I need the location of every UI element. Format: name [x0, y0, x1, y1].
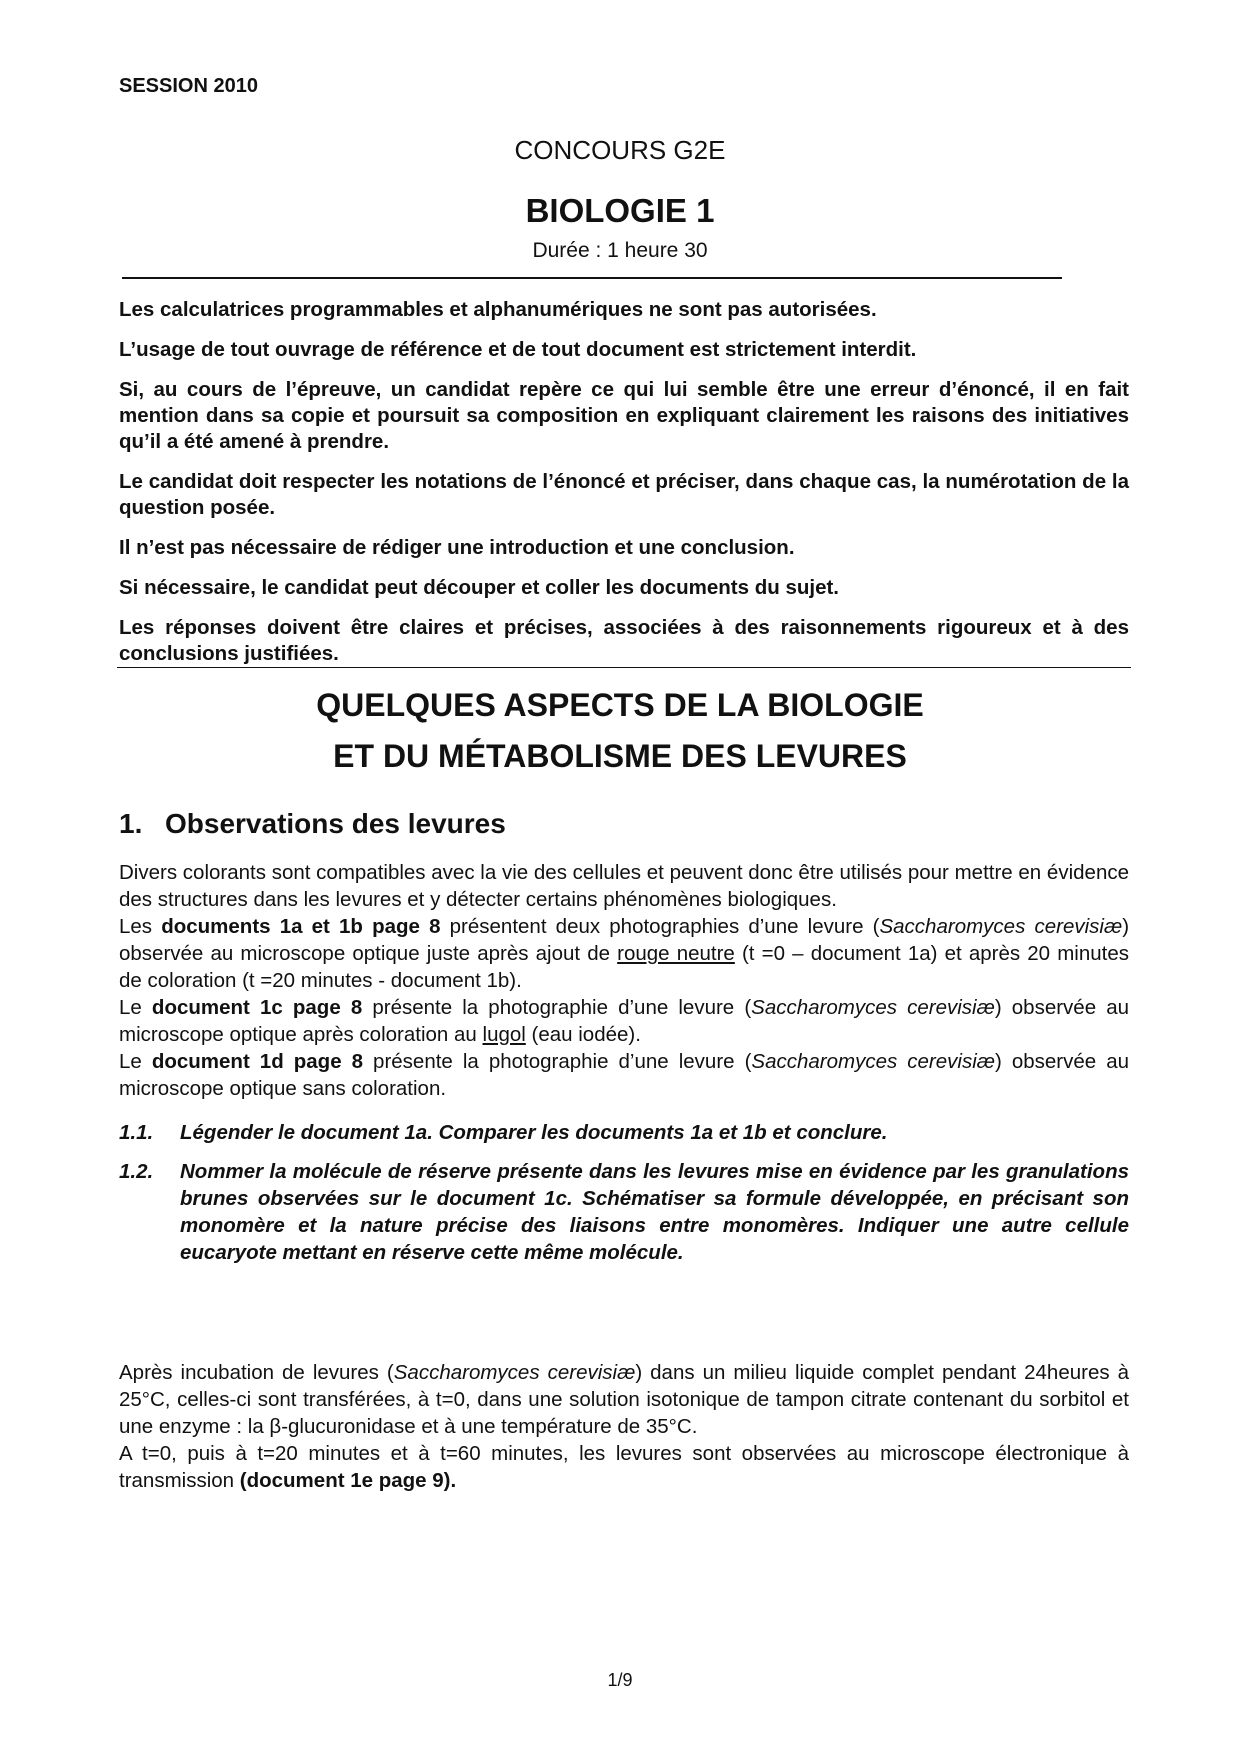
rule-answers: Les réponses doivent être claires et précises, associées à des raisonnements rigoureux et à des conclusions justifiées. — [119, 616, 1129, 665]
text-run: A t=0, puis à t=20 minutes et à t=60 minutes, les levures sont observées au microscope électronique à transmission — [119, 1442, 1129, 1492]
section-title: Observations des levures — [165, 808, 506, 839]
main-title — [0, 680, 1240, 782]
document-reference: document 1c page 8 — [151, 996, 363, 1019]
text-run: ) observée au microscope optique après coloration au — [119, 996, 1130, 1046]
text-run: Le — [119, 996, 152, 1019]
intro-paragraph-1: Divers colorants sont compatibles avec la vie des cellules et peuvent donc être utilisés pour mettre en évidence des structures dans les levures et y détecter certains phénomènes biologiques. — [119, 861, 1129, 911]
stain-name: lugol — [482, 1023, 526, 1046]
text-run: (t =0 – document 1a) et après 20 minutes de coloration (t =20 minutes - document 1b). — [119, 942, 1129, 992]
document-reference: (document 1e page 9). — [239, 1469, 457, 1492]
document-reference: document 1d page 8 — [151, 1050, 364, 1073]
intro-paragraph-4 — [119, 1048, 1129, 1102]
text-run: présente la photographie d’une levure ( — [363, 1050, 752, 1073]
question-number: 1.2. — [119, 1160, 154, 1183]
incubation-paragraph — [119, 1359, 1129, 1494]
stain-name: rouge neutre — [617, 942, 735, 965]
rules-divider — [117, 667, 1131, 668]
rule-notations: Le candidat doit respecter les notations de l’énoncé et préciser, dans chaque cas, la numérotation de la question posée. — [119, 470, 1129, 519]
species-name: Saccharomyces cerevisiæ — [751, 996, 995, 1019]
rule-documents: L’usage de tout ouvrage de référence et de tout document est strictement interdit. — [119, 338, 917, 361]
observation-text — [119, 1440, 1129, 1494]
section-heading — [119, 808, 506, 840]
text-run: Le — [119, 1050, 152, 1073]
document-reference: documents 1a et 1b page 8 — [161, 915, 441, 938]
text-run: Les — [119, 915, 162, 938]
rule-errors: Si, au cours de l’épreuve, un candidat repère ce qui lui semble être une erreur d’énoncé, il en fait mention dans sa copie et poursuit sa composition en expliquant clairement les raisons des initiatives qu’il a été amené à prendre. — [119, 378, 1129, 453]
duration-label: Durée : 1 heure 30 — [532, 239, 708, 262]
exam-rules — [119, 297, 1129, 681]
incubation-text — [119, 1359, 1129, 1440]
rule-cut-paste: Si nécessaire, le candidat peut découper et coller les documents du sujet. — [119, 576, 840, 599]
intro-paragraph-2 — [119, 913, 1129, 994]
section-intro — [119, 859, 1129, 1102]
species-name: Saccharomyces cerevisiæ — [879, 915, 1123, 938]
species-name: Saccharomyces cerevisiæ — [751, 1050, 995, 1073]
text-run: (eau iodée). — [525, 1023, 641, 1046]
question-1-1 — [119, 1119, 1129, 1146]
question-text: Légender le document 1a. Comparer les documents 1a et 1b et conclure. — [180, 1121, 888, 1144]
subject-title: BIOLOGIE 1 — [525, 192, 715, 229]
question-1-2 — [119, 1158, 1129, 1266]
concours-title: CONCOURS G2E — [514, 135, 726, 165]
text-run: présente la photographie d’une levure ( — [362, 996, 752, 1019]
main-title-line2: ET DU MÉTABOLISME DES LEVURES — [333, 738, 907, 774]
session-label: SESSION 2010 — [119, 75, 258, 97]
text-run: présentent deux photographies d’une levure ( — [440, 915, 880, 938]
text-run: ) dans un milieu liquide complet pendant 24heures à 25°C, celles-ci sont transférées, à t=0, dans une solution isotonique de tampon citrate contenant du sorbitol et une enzyme : la β-glucuronidase et à une température de 35°C. — [119, 1361, 1129, 1438]
rule-calculators: Les calculatrices programmables et alphanumériques ne sont pas autorisées. — [119, 298, 877, 321]
rule-introduction: Il n’est pas nécessaire de rédiger une introduction et une conclusion. — [119, 536, 795, 559]
text-run: ) observée au microscope optique juste après ajout de — [119, 915, 1130, 965]
question-number: 1.1. — [119, 1121, 154, 1144]
page-number: 1/9 — [607, 1670, 633, 1690]
header-divider — [122, 277, 1062, 279]
text-run: Après incubation de levures ( — [119, 1361, 394, 1384]
main-title-line1: QUELQUES ASPECTS DE LA BIOLOGIE — [316, 687, 924, 723]
question-text: Nommer la molécule de réserve présente dans les levures mise en évidence par les granulations brunes observées sur le document 1c. Schématiser sa formule développée, en précisant son monomère et la nature précise des liaisons entre monomères. Indiquer une autre cellule eucaryote mettant en réserve cette même molécule. — [180, 1160, 1129, 1264]
section-number: 1. — [119, 808, 143, 839]
intro-paragraph-3 — [119, 994, 1129, 1048]
species-name: Saccharomyces cerevisiæ — [393, 1361, 636, 1384]
text-run: ) observée au microscope optique sans coloration. — [119, 1050, 1129, 1100]
